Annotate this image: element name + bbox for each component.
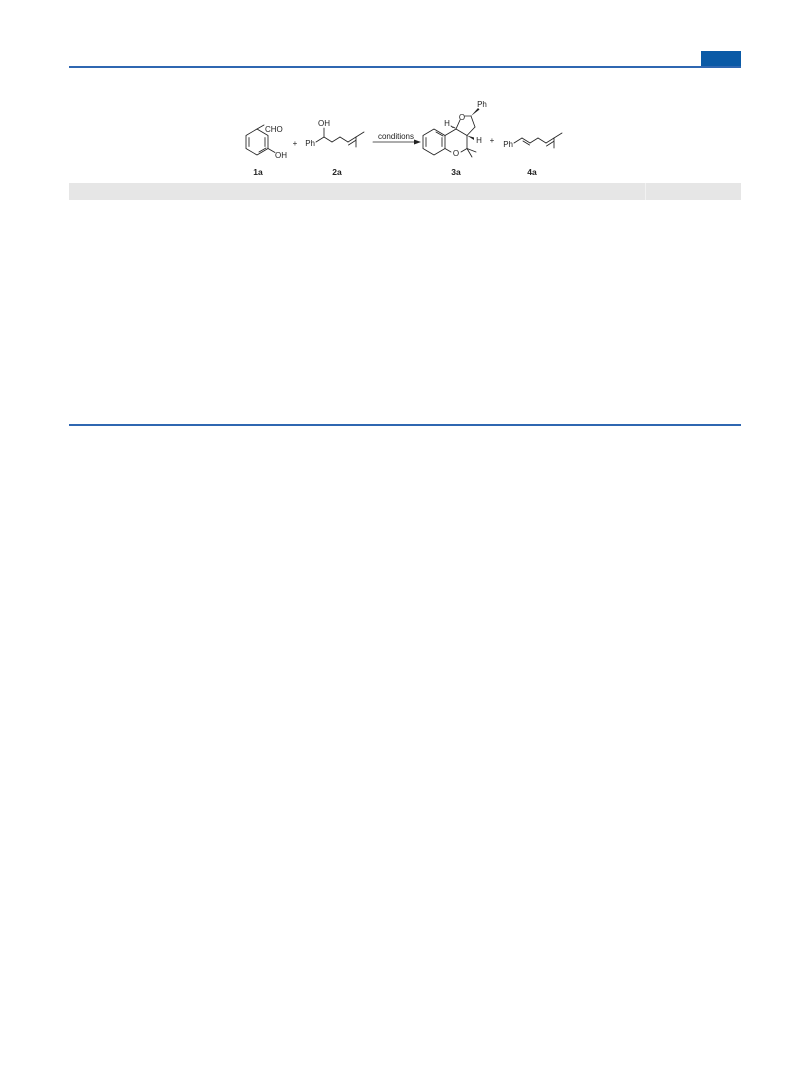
compound-label-1a: 1a bbox=[253, 167, 263, 177]
pyran-o-label: O bbox=[452, 149, 460, 158]
compound-2a-structure bbox=[316, 128, 364, 147]
top-rule bbox=[69, 66, 741, 68]
cho-label: CHO bbox=[265, 125, 283, 134]
oh-label: OH bbox=[275, 151, 287, 160]
compound-label-2a: 2a bbox=[332, 167, 342, 177]
arrow-conditions-label: conditions bbox=[377, 132, 415, 141]
compound-label-3a: 3a bbox=[451, 167, 461, 177]
table-body bbox=[69, 200, 741, 424]
bottom-rule bbox=[69, 424, 741, 426]
stereo-h-bottom: H bbox=[476, 136, 482, 145]
compound-4a-structure bbox=[514, 133, 562, 148]
table-header-row bbox=[69, 183, 741, 200]
furan-o-label: O bbox=[458, 113, 466, 122]
table-header-cell bbox=[645, 183, 742, 200]
alcohol-oh-label: OH bbox=[318, 119, 330, 128]
header-accent-tab bbox=[701, 51, 741, 66]
diene-ph-label: Ph bbox=[503, 140, 513, 149]
plus-sign: + bbox=[292, 139, 298, 148]
compound-3a-structure bbox=[423, 108, 480, 157]
reaction-scheme bbox=[230, 95, 580, 180]
alcohol-ph-label: Ph bbox=[305, 139, 315, 148]
product-ph-label: Ph bbox=[477, 100, 487, 109]
stereo-h-top: H bbox=[444, 119, 450, 128]
plus-sign-2: + bbox=[489, 136, 495, 145]
compound-label-4a: 4a bbox=[527, 167, 537, 177]
